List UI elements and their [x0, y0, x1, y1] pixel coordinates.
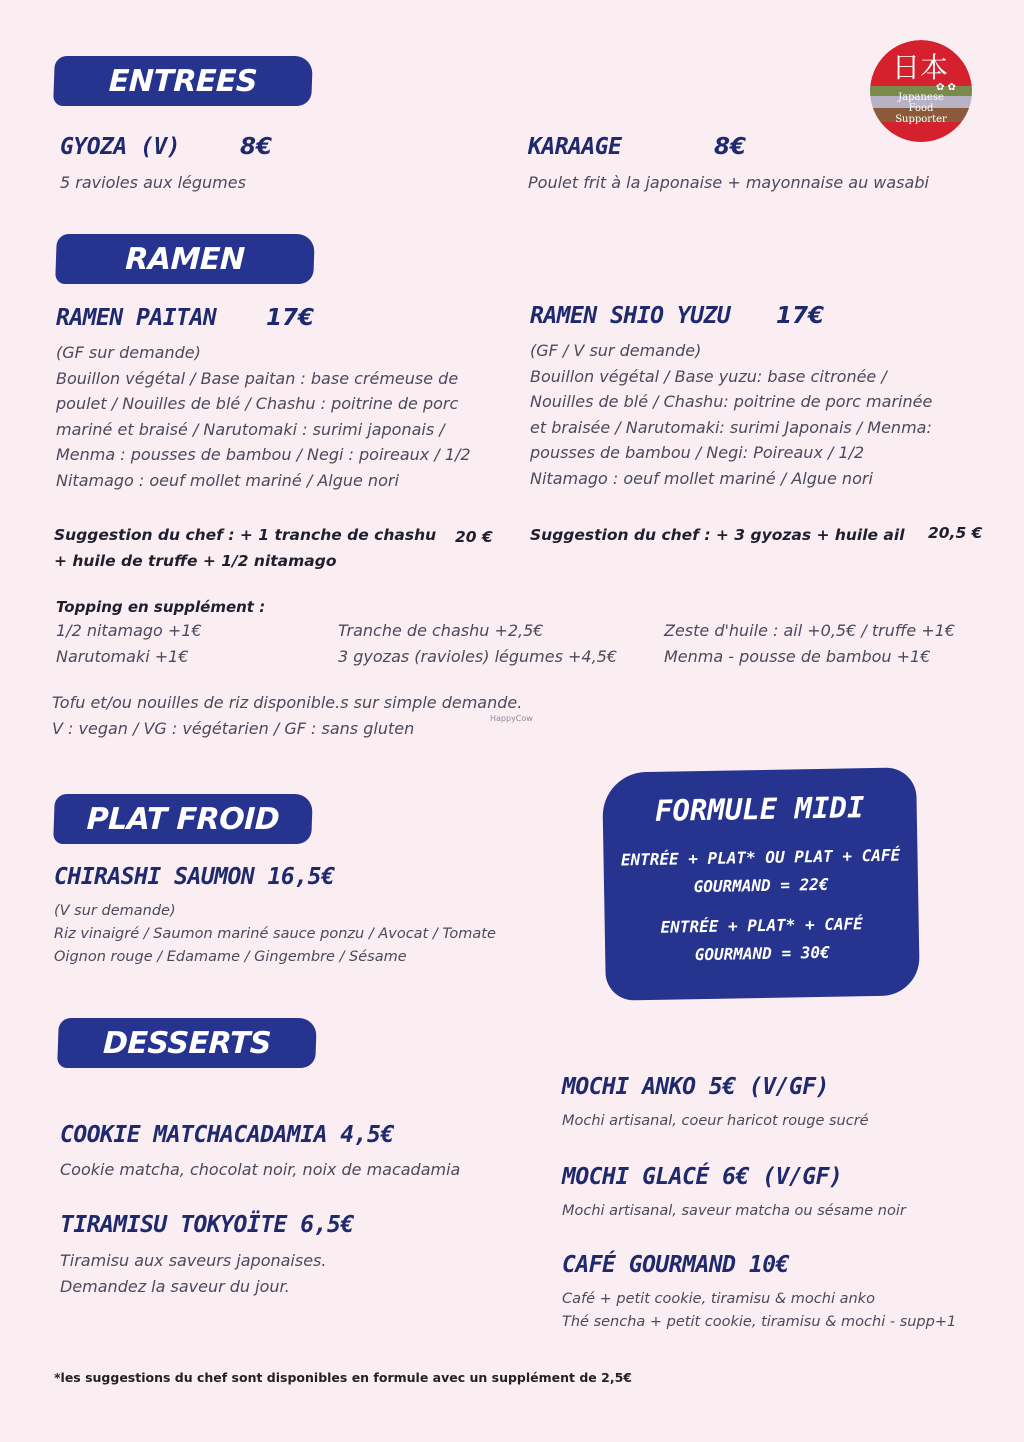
cafe-gourmand-name: CAFÉ GOURMAND 10€: [562, 1252, 789, 1278]
tiramisu-name: TIRAMISU TOKYOÏTE 6,5€: [60, 1212, 354, 1238]
ramen-shio-name: RAMEN SHIO YUZU: [530, 303, 731, 329]
paitan-suggestion-price: 20 €: [455, 528, 493, 546]
gyoza-desc: 5 ravioles aux légumes: [60, 173, 246, 192]
gyoza-price: 8€: [240, 134, 273, 160]
paitan-suggestion: [54, 522, 436, 574]
formule-line3: ENTRÉE + PLAT* + CAFÉ: [660, 914, 864, 937]
formule-title: FORMULE MIDI: [654, 790, 865, 828]
mochi-glace-name: MOCHI GLACÉ 6€ (V/GF): [562, 1164, 843, 1190]
topping-item: Narutomaki +1€: [56, 646, 189, 666]
tiramisu-desc: [60, 1248, 326, 1299]
chirashi-name: CHIRASHI SAUMON 16,5€: [54, 864, 335, 890]
shio-suggestion: Suggestion du chef : + 3 gyozas + huile ail: [530, 526, 905, 544]
desc-line: Café + petit cookie, tiramisu & mochi anko: [562, 1291, 875, 1307]
note-line: Tofu et/ou nouilles de riz disponible.s sur simple demande.: [52, 693, 523, 712]
desc-line: Riz vinaigré / Saumon mariné sauce ponzu / Avocat / Tomate: [54, 926, 496, 942]
ramen-paitan-name: RAMEN PAITAN: [56, 305, 217, 331]
desc-line: Thé sencha + petit cookie, tiramisu & mochi - supp+1: [562, 1314, 957, 1330]
cookie-name: COOKIE MATCHACADAMIA 4,5€: [60, 1122, 394, 1148]
ramen-shio-price: 17€: [776, 303, 825, 329]
svg-text:✿ ✿: ✿ ✿: [936, 82, 956, 93]
mochi-anko-desc: Mochi artisanal, coeur haricot rouge sucré: [562, 1113, 869, 1129]
gyoza-name: GYOZA (V): [60, 134, 181, 160]
section-banner-plat-froid: PLAT FROID: [53, 794, 313, 844]
topping-title: Topping en supplément :: [56, 598, 266, 616]
desc-line: (GF / V sur demande): [530, 341, 702, 360]
logo-text-line3: Supporter: [895, 114, 947, 125]
cafe-gourmand-desc: [562, 1288, 956, 1334]
formule-line4: GOURMAND = 30€: [694, 942, 830, 965]
topping-col2: [338, 618, 617, 669]
desc-line: Nitamago : oeuf mollet mariné / Algue nori: [56, 470, 399, 490]
section-banner-desserts: DESSERTS: [57, 1018, 317, 1068]
topping-item: Menma - pousse de bambou +1€: [664, 646, 931, 666]
desc-line: et braisée / Narutomaki: surimi Japonais / Menma:: [530, 417, 932, 437]
note-line: V : vegan / VG : végétarien / GF : sans gluten: [52, 718, 415, 738]
section-banner-entrees: ENTREES: [53, 56, 313, 106]
desc-line: Menma : pousses de bambou / Negi : poireaux / 1/2: [56, 445, 471, 464]
shio-suggestion-price: 20,5 €: [928, 524, 983, 542]
logo-text-line2: Food: [908, 103, 934, 114]
desc-line: poulet / Nouilles de blé / Chashu : poitrine de porc: [56, 394, 459, 413]
suggestion-line: + huile de truffe + 1/2 nitamago: [54, 552, 337, 570]
ramen-paitan-price: 17€: [266, 305, 315, 331]
karaage-price: 8€: [714, 134, 747, 160]
happycow-watermark: HappyCow: [490, 714, 533, 723]
section-banner-ramen: RAMEN: [55, 234, 315, 284]
logo-kanji: 日本: [892, 51, 949, 84]
mochi-anko-name: MOCHI ANKO 5€ (V/GF): [562, 1074, 829, 1100]
logo-text-line1: Japanese: [898, 92, 944, 103]
footnote: *les suggestions du chef sont disponibles en formule avec un supplément de 2,5€: [54, 1370, 632, 1385]
topping-item: 1/2 nitamago +1€: [56, 621, 202, 640]
chirashi-desc: [54, 900, 496, 969]
desc-line: Oignon rouge / Edamame / Gingembre / Sésame: [54, 949, 407, 965]
topping-col1: [56, 618, 202, 669]
formule-midi-box: [602, 767, 920, 1000]
formule-line1: ENTRÉE + PLAT* OU PLAT + CAFÉ: [620, 845, 901, 870]
desc-line: Tiramisu aux saveurs japonaises.: [60, 1251, 327, 1270]
karaage-name: KARAAGE: [528, 134, 622, 160]
desc-line: Nouilles de blé / Chashu: poitrine de porc marinée: [530, 392, 933, 411]
desc-line: (V sur demande): [54, 903, 176, 919]
desc-line: Bouillon végétal / Base yuzu: base citronée /: [530, 366, 887, 386]
topping-item: 3 gyozas (ravioles) légumes +4,5€: [338, 646, 618, 666]
japanese-food-supporter-logo: [870, 40, 972, 142]
dietary-notes: [52, 690, 522, 741]
ramen-paitan-desc: [56, 340, 471, 493]
topping-item: Zeste d'huile : ail +0,5€ / truffe +1€: [664, 621, 956, 640]
suggestion-line: Suggestion du chef : + 1 tranche de chashu: [54, 526, 437, 544]
desc-line: Bouillon végétal / Base paitan : base crémeuse de: [56, 368, 459, 388]
desc-line: mariné et braisé / Narutomaki : surimi japonais /: [56, 419, 445, 439]
topping-col3: [664, 618, 955, 669]
topping-item: Tranche de chashu +2,5€: [338, 621, 544, 640]
desc-line: Nitamago : oeuf mollet mariné / Algue nori: [530, 468, 873, 488]
desc-line: pousses de bambou / Negi: Poireaux / 1/2: [530, 443, 865, 462]
formule-line2: GOURMAND = 22€: [693, 874, 829, 897]
ramen-shio-desc: [530, 338, 932, 491]
karaage-desc: Poulet frit à la japonaise + mayonnaise au wasabi: [528, 173, 929, 192]
desc-line: (GF sur demande): [56, 343, 201, 362]
cookie-desc: Cookie matcha, chocolat noir, noix de macadamia: [60, 1160, 461, 1179]
desc-line: Demandez la saveur du jour.: [60, 1276, 290, 1296]
mochi-glace-desc: Mochi artisanal, saveur matcha ou sésame noir: [562, 1203, 906, 1219]
